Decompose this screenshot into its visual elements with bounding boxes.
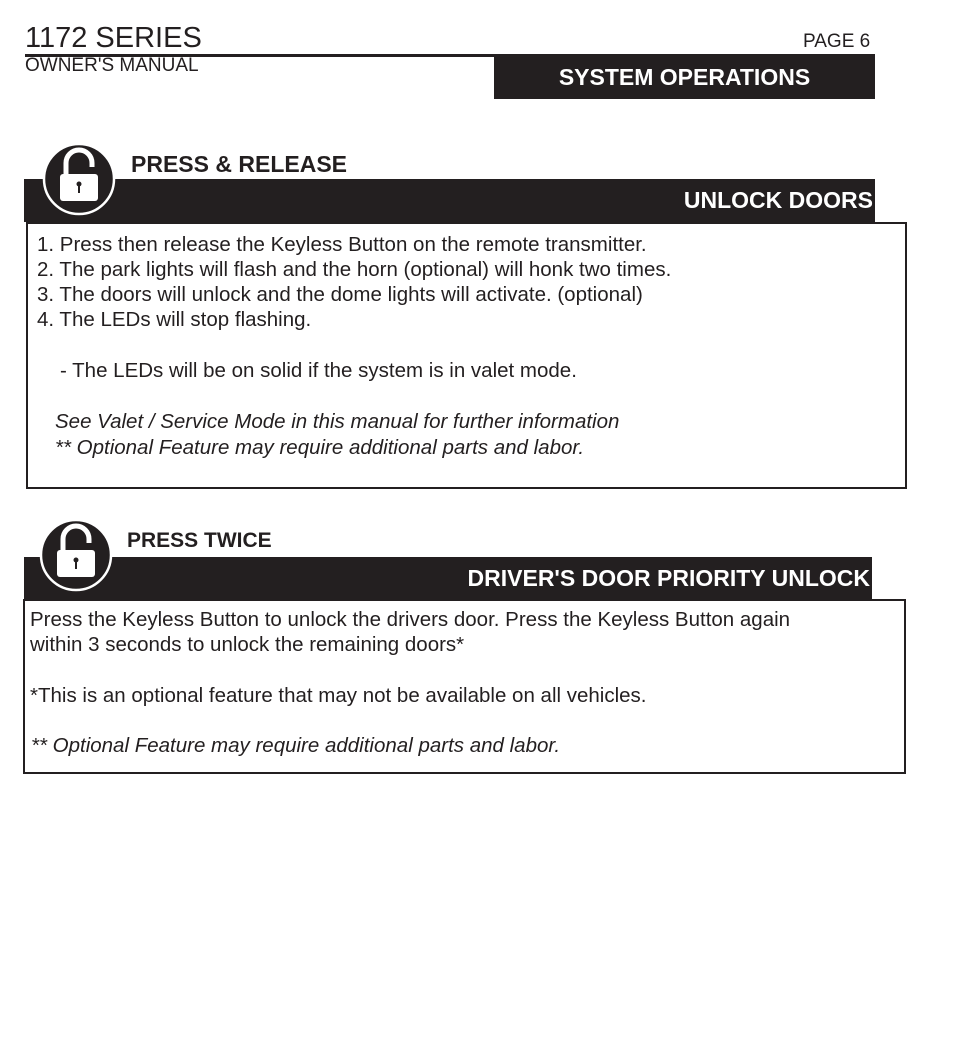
press-release-label: PRESS & RELEASE <box>131 151 347 177</box>
unlock-step: 2. The park lights will flash and the horn (optional) will honk two times. <box>37 258 672 281</box>
priority-body-line: Press the Keyless Button to unlock the drivers door. Press the Keyless Button again <box>30 608 791 631</box>
unlock-step: 4. The LEDs will stop flashing. <box>37 308 312 331</box>
padlock-unlocked-icon <box>42 141 116 217</box>
unlock-step: 1. Press then release the Keyless Button on the remote transmitter. <box>37 233 647 256</box>
section-title: SYSTEM OPERATIONS <box>494 56 875 99</box>
unlock-steps-list <box>37 232 671 332</box>
unlock-doors-box <box>26 222 907 489</box>
priority-body-line: within 3 seconds to unlock the remaining doors* <box>30 633 465 656</box>
optional-availability-note: *This is an optional feature that may not be available on all vehicles. <box>30 684 647 707</box>
optional-feature-note: ** Optional Feature may require additional parts and labor. <box>31 734 561 757</box>
priority-unlock-title: DRIVER'S DOOR PRIORITY UNLOCK <box>467 565 870 591</box>
padlock-unlocked-icon <box>39 517 113 593</box>
manual-subtitle: OWNER'S MANUAL <box>25 55 199 76</box>
unlock-doors-bar <box>24 179 875 222</box>
page-number: PAGE 6 <box>803 31 871 52</box>
priority-unlock-bar <box>24 557 872 600</box>
unlock-doors-title: UNLOCK DOORS <box>683 187 873 213</box>
priority-unlock-box <box>23 599 906 774</box>
optional-feature-note: ** Optional Feature may require additional parts and labor. <box>55 436 585 459</box>
valet-note: - The LEDs will be on solid if the system is in valet mode. <box>60 359 577 382</box>
unlock-step: 3. The doors will unlock and the dome lights will activate. (optional) <box>37 283 643 306</box>
series-title: 1172 SERIES <box>25 22 202 54</box>
press-twice-label: PRESS TWICE <box>127 529 272 552</box>
see-valet-note: See Valet / Service Mode in this manual for further information <box>55 410 620 433</box>
